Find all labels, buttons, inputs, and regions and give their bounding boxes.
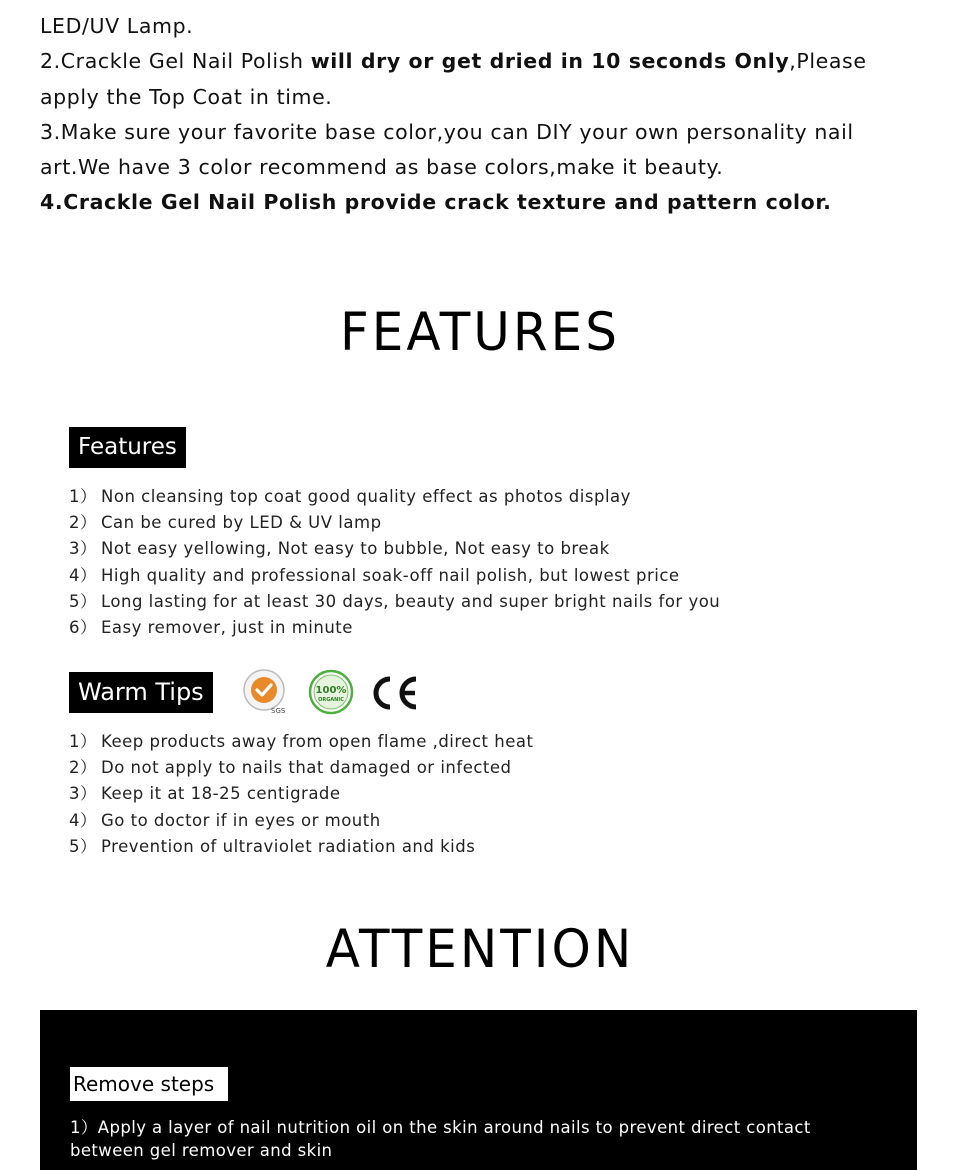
organic-percent-text: 100% <box>315 685 347 696</box>
warm-tip-item <box>69 808 533 834</box>
feature-item-number: 6） <box>69 618 97 638</box>
sgs-certification-icon <box>240 668 288 716</box>
intro-item-2-bold: will dry or get dried in 10 seconds Only <box>310 49 790 74</box>
warm-tips-label: Warm Tips <box>69 672 213 713</box>
feature-item <box>69 484 720 510</box>
remove-step-1: 1）Apply a layer of nail nutrition oil on the skin around nails to prevent direct contact between gel remover and skin <box>70 1118 811 1160</box>
feature-item-text: Long lasting for at least 30 days, beauty and super bright nails for you <box>101 591 721 611</box>
intro-item-2 <box>40 44 930 115</box>
intro-item-2-text: 2.Crackle Gel Nail Polish <box>40 49 311 74</box>
feature-item-text: Can be cured by LED & UV lamp <box>101 513 382 533</box>
warm-tip-item-text: Keep it at 18-25 centigrade <box>101 784 341 804</box>
intro-item-4-bold: 4.Crackle Gel Nail Polish provide crack texture and pattern color. <box>40 190 832 215</box>
feature-item-number: 2） <box>69 513 97 533</box>
warm-tip-item-text: Keep products away from open flame ,direct heat <box>101 732 534 751</box>
feature-item <box>69 615 720 641</box>
intro-item-2-tail: ,Please apply the Top Coat in time. <box>40 49 867 109</box>
feature-item <box>69 536 720 562</box>
attention-panel <box>40 1010 917 1170</box>
intro-instructions <box>40 9 930 221</box>
feature-item-text: High quality and professional soak-off nail polish, but lowest price <box>101 565 680 585</box>
features-list <box>69 484 720 641</box>
warm-tip-item-text: Go to doctor if in eyes or mouth <box>101 810 381 830</box>
feature-item-number: 1） <box>69 487 97 506</box>
intro-item-3: 3.Make sure your favorite base color,you can DIY your own personality nail art.We have 3 color recommend as base colors,make it beauty. <box>40 119 854 180</box>
intro-item-4 <box>40 185 930 220</box>
warm-tip-item-number: 5） <box>69 836 97 856</box>
sgs-text: SGS <box>271 707 286 715</box>
features-heading: FEATURES <box>340 301 620 363</box>
warm-tips-list <box>69 729 533 860</box>
feature-item <box>69 510 720 536</box>
organic-word-text: ORGANIC <box>318 697 344 703</box>
feature-item-number: 3） <box>69 539 97 559</box>
warm-tip-item-text: Prevention of ultraviolet radiation and kids <box>101 836 476 856</box>
warm-tip-item-text: Do not apply to nails that damaged or infected <box>101 758 512 778</box>
warm-tip-item <box>69 781 533 807</box>
feature-item <box>69 589 720 615</box>
feature-item <box>69 563 720 589</box>
feature-item-text: Not easy yellowing, Not easy to bubble, Not easy to break <box>101 539 610 559</box>
warm-tip-item-number: 4） <box>69 810 97 830</box>
warm-tip-item-number: 3） <box>69 784 97 804</box>
warm-tip-item <box>69 834 533 860</box>
warm-tip-item-number: 2） <box>69 758 97 778</box>
feature-item-number: 4） <box>69 565 97 585</box>
features-label: Features <box>69 427 186 468</box>
ce-mark-icon <box>370 674 420 712</box>
feature-item-text: Easy remover, just in minute <box>101 618 353 638</box>
intro-line-1: LED/UV Lamp. <box>40 14 194 38</box>
warm-tip-item <box>69 755 533 781</box>
warm-tip-item <box>69 729 533 755</box>
feature-item-text: Non cleansing top coat good quality effect as photos display <box>101 487 631 506</box>
remove-steps-label: Remove steps <box>70 1067 228 1101</box>
warm-tip-item-number: 1） <box>69 732 97 751</box>
organic-badge-icon <box>307 668 355 716</box>
attention-heading: ATTENTION <box>325 918 635 980</box>
feature-item-number: 5） <box>69 591 97 611</box>
